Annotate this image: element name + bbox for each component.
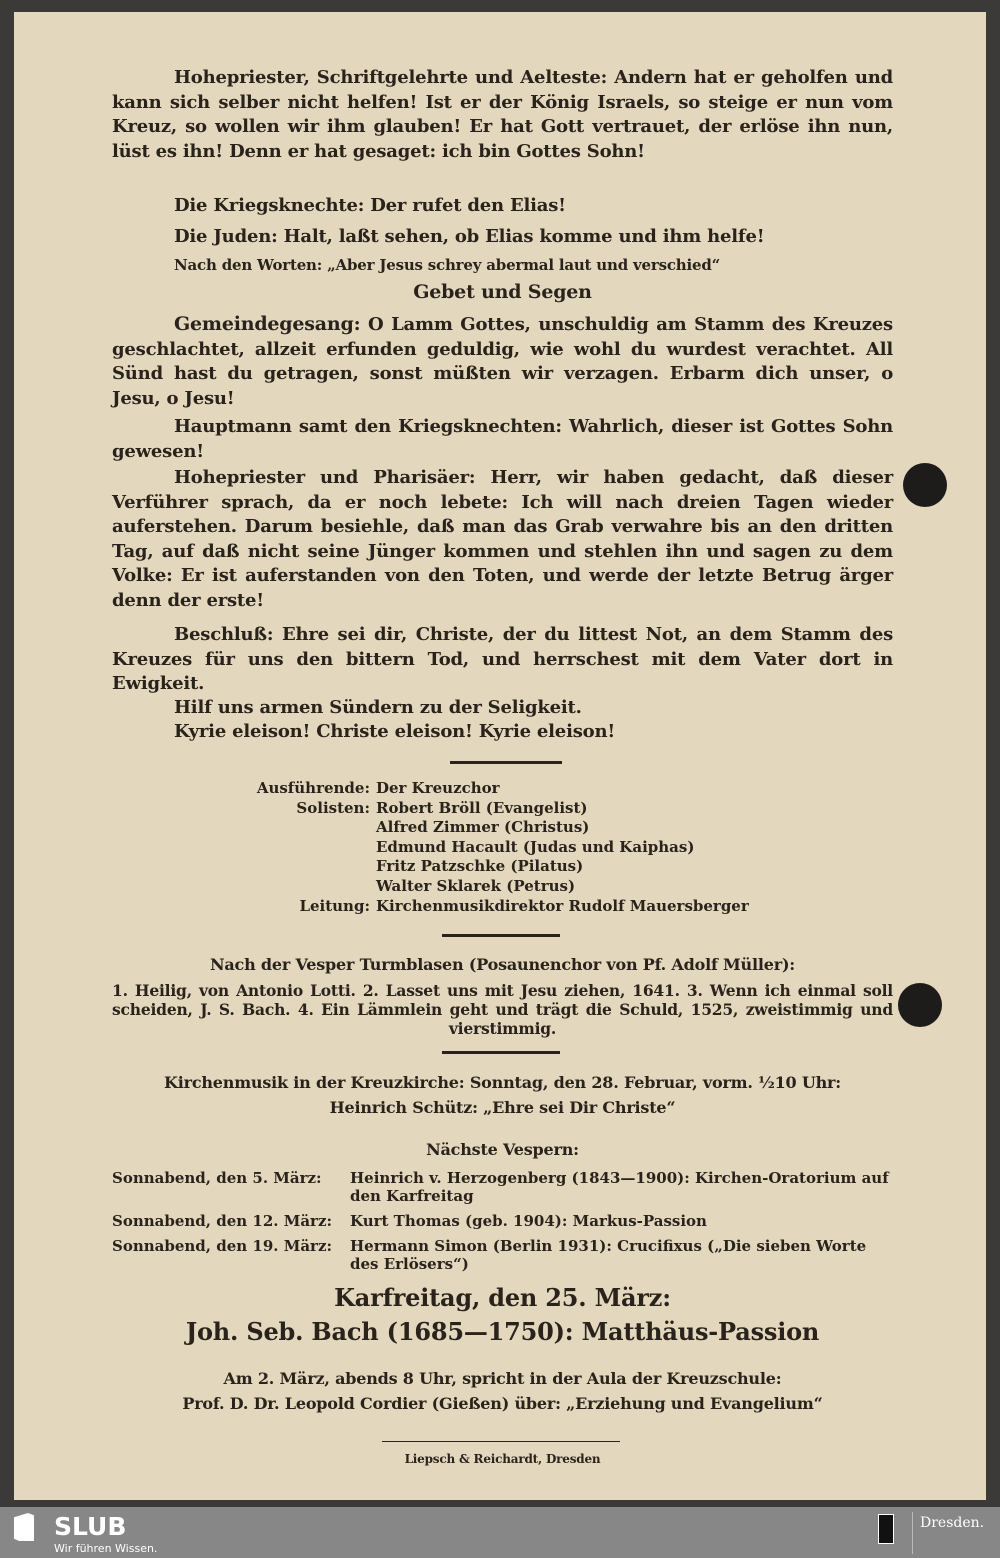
lecture-speaker: Prof. D. Dr. Leopold Cordier (Gießen) über: „Erziehung und Evangelium“ — [182, 1394, 823, 1413]
schedule-program: Heinrich v. Herzogenberg (1843—1900): Kirchen-Oratorium auf den Karfreitag — [350, 1169, 889, 1205]
credit-label: Ausführende: — [256, 779, 370, 797]
schedule-date: Sonnabend, den 5. März: — [112, 1169, 322, 1187]
lecture-line: Am 2. März, abends 8 Uhr, spricht in der Aula der Kreuzschule: — [223, 1369, 782, 1388]
credit-row — [150, 818, 850, 838]
paragraph-beschluss: Beschluß: Ehre sei dir, Christe, der du littest Not, an dem Stamm des Kreuzes für uns den bittern Tod, und herrschest mit dem Vater dort in Ewigkeit. — [112, 624, 893, 694]
divider — [442, 1051, 560, 1054]
paragraph-hohepriester: Hohepriester, Schriftgelehrte und Aelteste: Andern hat er geholfen und kann sich selber nicht helfen! Ist er der König Israels, so steige er nun vom Kreuz, so wollen wir ihm glauben! Er hat Gott vertrauet, der erlöse ihn nun, lüst es ihn! Denn er hat gesaget: ich bin Gottes Sohn! — [112, 67, 893, 162]
paragraph-pharisaeer: Hohepriester und Pharisäer: Herr, wir haben gedacht, daß dieser Verführer sprach, da er noch lebete: Ich will nach dreien Tagen wieder auferstehen. Darum besiehle, daß man das Grab verwahre bis an den dritten Tag, auf daß nicht seine Jünger kommen und stehlen ihn und sagen zu dem Volke: Er ist auferstanden von den Toten, und werde der letzte Betrug ärger denn der erste! — [112, 467, 893, 611]
divider — [450, 761, 562, 764]
divider — [382, 1441, 620, 1442]
credit-row — [150, 877, 850, 897]
schedule-date: Sonnabend, den 12. März: — [112, 1212, 332, 1230]
credit-row — [150, 857, 850, 877]
bach-passion-heading: Joh. Seb. Bach (1685—1750): Matthäus-Passion — [185, 1317, 820, 1346]
paragraph-juden: Die Juden: Halt, laßt sehen, ob Elias komme und ihm helfe! — [174, 226, 765, 247]
credit-row — [150, 897, 850, 917]
credit-label — [150, 818, 376, 838]
credit-value: Kirchenmusikdirektor Rudolf Mauersberger — [376, 896, 749, 915]
turmblasen-list: 1. Heilig, von Antonio Lotti. 2. Lasset uns mit Jesu ziehen, 1641. 3. Wenn ich einmal soll scheiden, J. S. Bach. 4. Ein Lämmlein geht und trägt die Schuld, 1525, zweistimmig und vierstimmig. — [112, 981, 893, 1038]
credit-label — [150, 857, 376, 877]
printer-imprint: Liepsch & Reichardt, Dresden — [404, 1452, 601, 1466]
credit-row — [150, 799, 850, 819]
credit-label: Leitung: — [299, 896, 370, 915]
credit-label — [150, 877, 376, 897]
paragraph-hauptmann: Hauptmann samt den Kriegsknechten: Wahrlich, dieser ist Gottes Sohn gewesen! — [112, 416, 893, 462]
credit-label: Solisten: — [296, 798, 370, 817]
slub-brand: SLUB — [54, 1512, 127, 1541]
schedule-row — [112, 1212, 893, 1230]
credit-value: Alfred Zimmer (Christus) — [376, 818, 590, 837]
kirchenmusik-piece: Heinrich Schütz: „Ehre sei Dir Christe“ — [329, 1098, 676, 1117]
divider — [442, 934, 560, 937]
schedule-program: Kurt Thomas (geb. 1904): Markus-Passion — [350, 1212, 707, 1230]
credit-value: Robert Bröll (Evangelist) — [376, 798, 588, 817]
kirchenmusik-line: Kirchenmusik in der Kreuzkirche: Sonntag, den 28. Februar, vorm. ½10 Uhr: — [164, 1073, 841, 1092]
vespern-schedule — [112, 1169, 893, 1280]
credits — [150, 779, 850, 916]
vespern-title: Nächste Vespern: — [426, 1140, 579, 1159]
paragraph-gemeindegesang — [112, 312, 893, 411]
credit-row — [150, 838, 850, 858]
punch-hole — [898, 983, 942, 1027]
credit-row — [150, 779, 850, 799]
label: Gemeindegesang: — [174, 313, 361, 335]
credit-label — [150, 838, 376, 858]
turmblasen-title: Nach der Vesper Turmblasen (Posaunenchor von Pf. Adolf Müller): — [209, 955, 796, 974]
schedule-row — [112, 1237, 893, 1273]
section-heading: Gebet und Segen — [413, 281, 592, 303]
paragraph-kriegsknechte: Die Kriegsknechte: Der rufet den Elias! — [174, 195, 566, 216]
dresden-wordmark: Dresden. — [920, 1515, 985, 1531]
paragraph-kyrie: Kyrie eleison! Christe eleison! Kyrie eleison! — [174, 721, 616, 742]
schedule-date: Sonnabend, den 19. März: — [112, 1237, 332, 1255]
karfreitag-heading: Karfreitag, den 25. März: — [334, 1283, 671, 1312]
schedule-program: Hermann Simon (Berlin 1931): Crucifixus („Die sieben Worte des Erlösers“) — [350, 1237, 867, 1273]
text: O Lamm Gottes, unschuldig am Stamm des Kreuzes geschlachtet, allzeit erfunden geduldig, wie wohl du wurdest verachtet. All Sünd hast du getragen, sonst müßten wir verzagen. Erbarm dich unser, o Jesu, o Jesu! — [112, 314, 893, 409]
slub-logo-icon — [14, 1513, 34, 1541]
stage-note: Nach den Worten: „Aber Jesus schrey abermal laut und verschied“ — [174, 256, 721, 274]
credit-value: Der Kreuzchor — [376, 779, 500, 797]
paragraph-hilf: Hilf uns armen Sündern zu der Seligkeit. — [174, 697, 582, 718]
punch-hole — [903, 463, 947, 507]
footer-bar — [0, 1507, 1000, 1558]
slub-tagline: Wir führen Wissen. — [54, 1542, 158, 1555]
schedule-row — [112, 1169, 893, 1205]
credit-value: Fritz Patzschke (Pilatus) — [376, 857, 584, 876]
divider — [912, 1512, 913, 1554]
credit-value: Edmund Hacault (Judas und Kaiphas) — [376, 837, 695, 856]
credit-value: Walter Sklarek (Petrus) — [376, 876, 576, 895]
dresden-coat-of-arms-icon — [878, 1514, 894, 1544]
